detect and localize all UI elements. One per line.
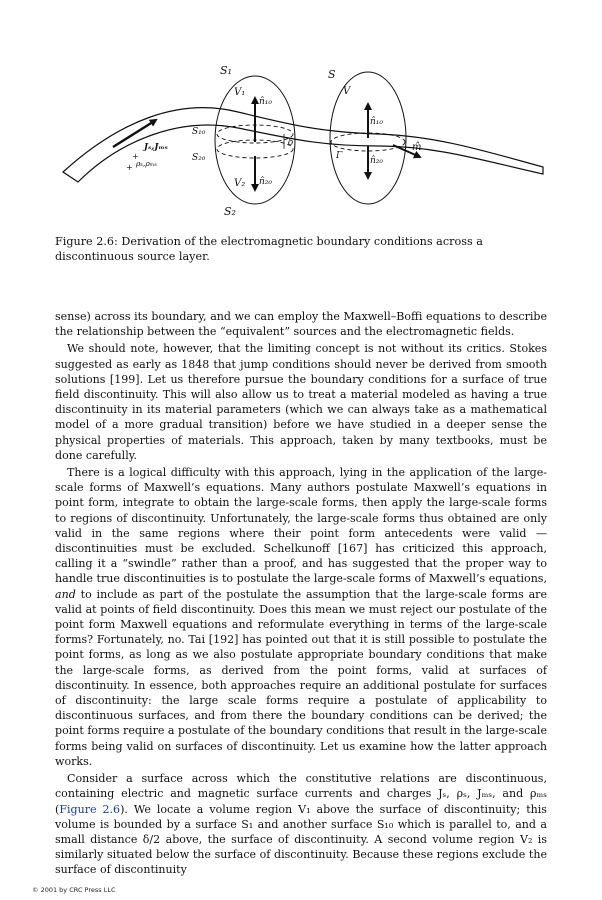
paragraph-4-text-b: ). We locate a volume region V₁ above the surface of discontinuity; this volume is bounded by a surface S₁ and another surface S₁₀ which is parallel to, and a small distance δ/2 above, the surface of discontinuity. A second volume region V₂ is similarly situated below the surface of discontinuity. Because these regions exclude the surface of discontinuity <box>55 802 547 877</box>
figure-reference-link[interactable]: Figure 2.6 <box>59 802 121 816</box>
label-delta: δ <box>288 138 294 148</box>
label-s2: S₂ <box>224 205 236 218</box>
label-plus-2: + <box>126 163 133 172</box>
body-text <box>55 309 547 878</box>
paragraph-3 <box>55 465 547 769</box>
pillbox-bottom-left <box>217 140 293 158</box>
label-currents: Jₛ,Jₘₛ <box>144 142 168 152</box>
label-s20: S₂₀ <box>192 153 206 163</box>
label-n20-right: n̂₂₀ <box>370 156 384 166</box>
paragraph-3-emphasis: and <box>55 587 76 601</box>
label-s10: S₁₀ <box>192 127 206 137</box>
paragraph-4 <box>55 771 547 877</box>
figure-caption: Figure 2.6: Derivation of the electromagnetic boundary conditions across a discontinuous source layer. <box>55 235 483 263</box>
paragraph-4-text-a: Consider a surface across which the constitutive relations are discontinuous, containing electric and magnetic surface currents and charges Jₛ, ρₛ, Jₘₛ, and ρₘₛ ( <box>55 772 547 816</box>
label-s: S <box>328 68 336 81</box>
label-plus-1: + <box>132 152 139 161</box>
label-s1: S₁ <box>220 64 232 77</box>
copyright-footer: © 2001 by CRC Press LLC <box>32 886 116 894</box>
source-layer-sheet <box>63 108 543 182</box>
label-n20-left: n̂₂₀ <box>259 177 273 187</box>
figure-diagram <box>58 62 548 227</box>
paragraph-3-text-b: to include as part of the postulate the assumption that the large-scale forms are valid at points of field discontinuity. Does this mean we must reject our postulate of the point form Maxwell equations and reformulate everything in terms of the large-scale forms? Fortunately, no. Tai [192] has pointed out that it is still possible to postulate the point forms, as long as we also postulate appropriate boundary conditions that make the large-scale forms, as derived from the point forms, valid at surfaces of discontinuity. In essence, both approaches require an additional postulate for surfaces of discontinuity: the large scale forms require a postulate of applicability to discontinuous surfaces, and from there the boundary conditions can be derived; the point forms require a postulate of the boundary conditions that result in the large-scale forms being valid on surfaces of discontinuity. Let us examine how the latter approach works. <box>55 587 548 768</box>
label-m-hat: m̂ <box>412 142 422 153</box>
paragraph-2: We should note, however, that the limiting concept is not without its critics. Stokes suggested as early as 1848 that jump conditions should never be derived from smooth solutions [199]. Let us therefore pursue the boundary conditions for a surface of true field discontinuity. This will also allow us to treat a material modeled as having a true discontinuity in its material parameters (which we can always take as a mathematical model of a more gradual transition) before we have studied in a deeper sense the physical properties of materials. This approach, taken by many textbooks, must be done carefully. <box>55 342 547 462</box>
figure-boundary-conditions <box>58 62 548 227</box>
label-gamma: Γ <box>336 151 343 161</box>
paragraph-1: sense) across its boundary, and we can employ the Maxwell–Boffi equations to describe the relationship between the “equivalent” sources and the electromagnetic fields. <box>55 310 547 339</box>
label-n10-right: n̂₁₀ <box>370 117 384 127</box>
label-v2: V₂ <box>234 178 246 189</box>
paragraph-3-text-a: There is a logical difficulty with this approach, lying in the application of the large-scale forms of Maxwell’s equations. Many authors postulate Maxwell’s equations in point form, integrate to obtain the large-scale forms, then apply the large-scale forms to regions of discontinuity. Unfortunately, the large-scale forms thus obtained are only valid in the same regions where their point form antecedents were valid — discontinuities must be excluded. Schelkunoff [167] has criticized this approach, calling it a “swindle” rather than a proof, and has suggested that the proper way to handle true discontinuities is to postulate the large-scale forms of Maxwell’s equations, <box>55 466 547 586</box>
label-v: V <box>343 86 351 97</box>
label-charges: ρₛ,ρₘₛ <box>136 159 157 168</box>
label-n10-left: n̂₁₀ <box>259 97 273 107</box>
label-v1: V₁ <box>234 87 246 98</box>
